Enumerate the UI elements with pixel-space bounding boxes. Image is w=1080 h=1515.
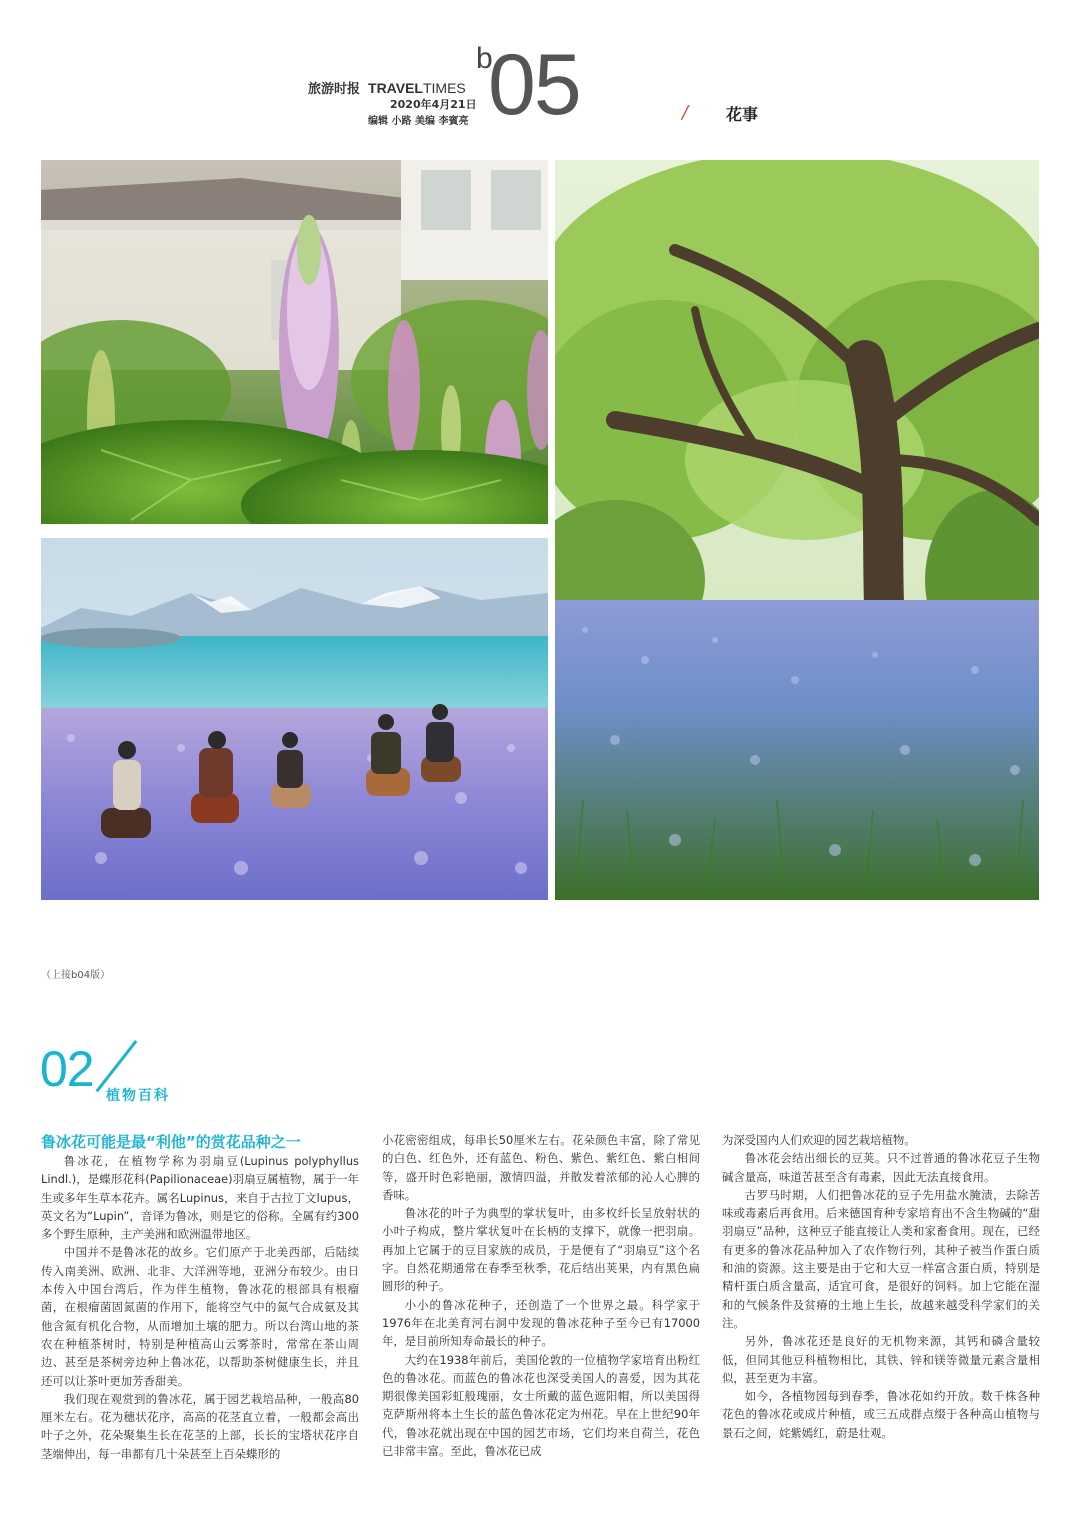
section-title: 花事 [726, 105, 759, 124]
paragraph: 鲁冰花，在植物学称为羽扇豆(Lupinus polyphyllus Lindl.)，是蝶形花科(Papilionaceae)羽扇豆属植物，属于一年生或多年生草本花卉。属名Lupinus，来自于古拉丁文lupus，英文名为“Lupin”，音译为鲁冰，则是它的俗称。全属有约300多个野生原种，主产美洲和欧洲温带地区。 [41, 1154, 359, 1242]
section-slash-icon: / [682, 102, 689, 123]
paragraph: 为深受国内人们欢迎的园艺栽培植物。 [722, 1133, 916, 1147]
brand-cn: 旅游时报 [308, 82, 361, 97]
article-column-1 [41, 1152, 359, 1463]
newspaper-brand [308, 78, 466, 97]
paragraph: 如今，各植物园每到春季，鲁冰花如约开放。数千株各种花色的鲁冰花或成片种植，或三五成群点缀于各种高山植物与景石之间，姹紫嫣红，蔚是壮观。 [722, 1389, 1040, 1440]
oak-meadow-photo [555, 160, 1039, 900]
paragraph: 古罗马时期，人们把鲁冰花的豆子先用盐水腌渍，去除苦味或毒素后再食用。后来德国育种专家培育出不含生物碱的“甜羽扇豆”品种，这种豆子能直接让人类和家畜食用。现在，已经有更多的鲁冰花品种加入了农作物行列，其种子被当作蛋白质和油的资源。这主要是由于它和大豆一样富含蛋白质，特别是精杆蛋白质含量高，适宜可食，是很好的饲料。加上它能在湿和的气候条件及贫瘠的土地上生长，故越来越受科学家们的关注。 [722, 1187, 1040, 1330]
page-number: 05 [488, 37, 580, 133]
oak-meadow-photo-image [555, 160, 1039, 900]
brand-en-light: TIMES [422, 80, 466, 96]
issue-date: 2020年4月21日 [390, 98, 477, 111]
article-column-3 [722, 1131, 1040, 1442]
section-label: 植物百科 [106, 1088, 170, 1104]
lupine-photo [41, 160, 548, 524]
paragraph: 小小的鲁冰花种子，还创造了一个世界之最。科学家于1976年在北美育河右洞中发现的鲁冰花种子至今已有17000年，是目前所知寿命最长的种子。 [382, 1297, 700, 1349]
paragraph: 大约在1938年前后，美国伦敦的一位植物学家培育出粉红色的鲁冰花。而蓝色的鲁冰花也深受美国人的喜爱，因为其花期很像美国彩虹般瑰丽，女士所戴的蓝色遮阳帽，所以美国得克萨斯州将本土生长的蓝色鲁冰花定为州花。早在上世纪90年代，鲁冰花就出现在中国的园艺市场，它们均来自荷兰，花色已非常丰富。至此，鲁冰花已成 [382, 1352, 700, 1459]
article-column-2 [382, 1131, 700, 1460]
paragraph: 小花密密组成，每串长50厘米左右。花朵颜色丰富，除了常见的白色、红色外，还有蓝色、粉色、紫色、紫红色、紫白相间等，盛开时色彩艳丽，激情四溢，并散发着浓郁的沁人心脾的香味。 [382, 1133, 700, 1202]
brand-en-bold: TRAVEL [368, 80, 423, 96]
continued-from-note: （上接b04版） [41, 970, 111, 981]
paragraph: 另外，鲁冰花还是良好的无机物来源，其钙和磷含量较低，但同其他豆科植物相比，其铁、锌和镁等微量元素含量相似，甚至更为丰富。 [722, 1334, 1040, 1385]
masthead [300, 37, 780, 133]
paragraph: 鲁冰花会结出细长的豆荚。只不过普通的鲁冰花豆子生物碱含量高，味道苦甚至含有毒素，因此无法直接食用。 [722, 1151, 1040, 1184]
riders-photo [41, 538, 548, 900]
editor-credits: 编辑 小路 美编 李賓亮 [368, 116, 469, 127]
article-headline: 鲁冰花可能是最“利他”的赏花品种之一 [41, 1133, 301, 1151]
paragraph: 中国并不是鲁冰花的故乡。它们原产于北美西部，后陆续传入南美洲、欧洲、北非、大洋洲等地，亚洲分布较少。由日本传入中国台湾后，作为伴生植物，鲁冰花的根部具有根瘤菌，在根瘤菌固氮菌的作用下，能将空气中的氮气合成氨及其他含氮有机化合物，从而增加土壤的肥力。所以台湾山地的茶农在种植茶树时，特别是种植高山云雾茶时，常常在茶山周边、甚至是茶树旁边种上鲁冰花，以帮助茶树健康生长，并且还可以让茶叶更加芳香甜美。 [41, 1245, 359, 1388]
paragraph: 我们现在观赏到的鲁冰花，属于园艺栽培品种，一般高80厘米左右。花为穗状花序，高高的花茎直立着，一般都会高出叶子之外，花朵聚集生长在花茎的上部，长长的宝塔状花序自茎端伸出，每一串都有几十朵甚至上百朵蝶形的 [41, 1391, 359, 1461]
page-letter: b [476, 42, 493, 75]
section-number: 02 [40, 1041, 94, 1097]
paragraph: 鲁冰花的叶子为典型的掌状复叶，由多枚纤长呈放射状的小叶子构成，整片掌状复叶在长柄的支撑下，就像一把羽扇。再加上它属于的豆目家族的成员，于是便有了“羽扇豆”这个名字。自然花期通常在春季至秋季，花后结出荚果，内有黑色扁圆形的种子。 [382, 1206, 700, 1294]
lupine-photo-image [41, 160, 548, 524]
riders-photo-image [41, 538, 548, 900]
